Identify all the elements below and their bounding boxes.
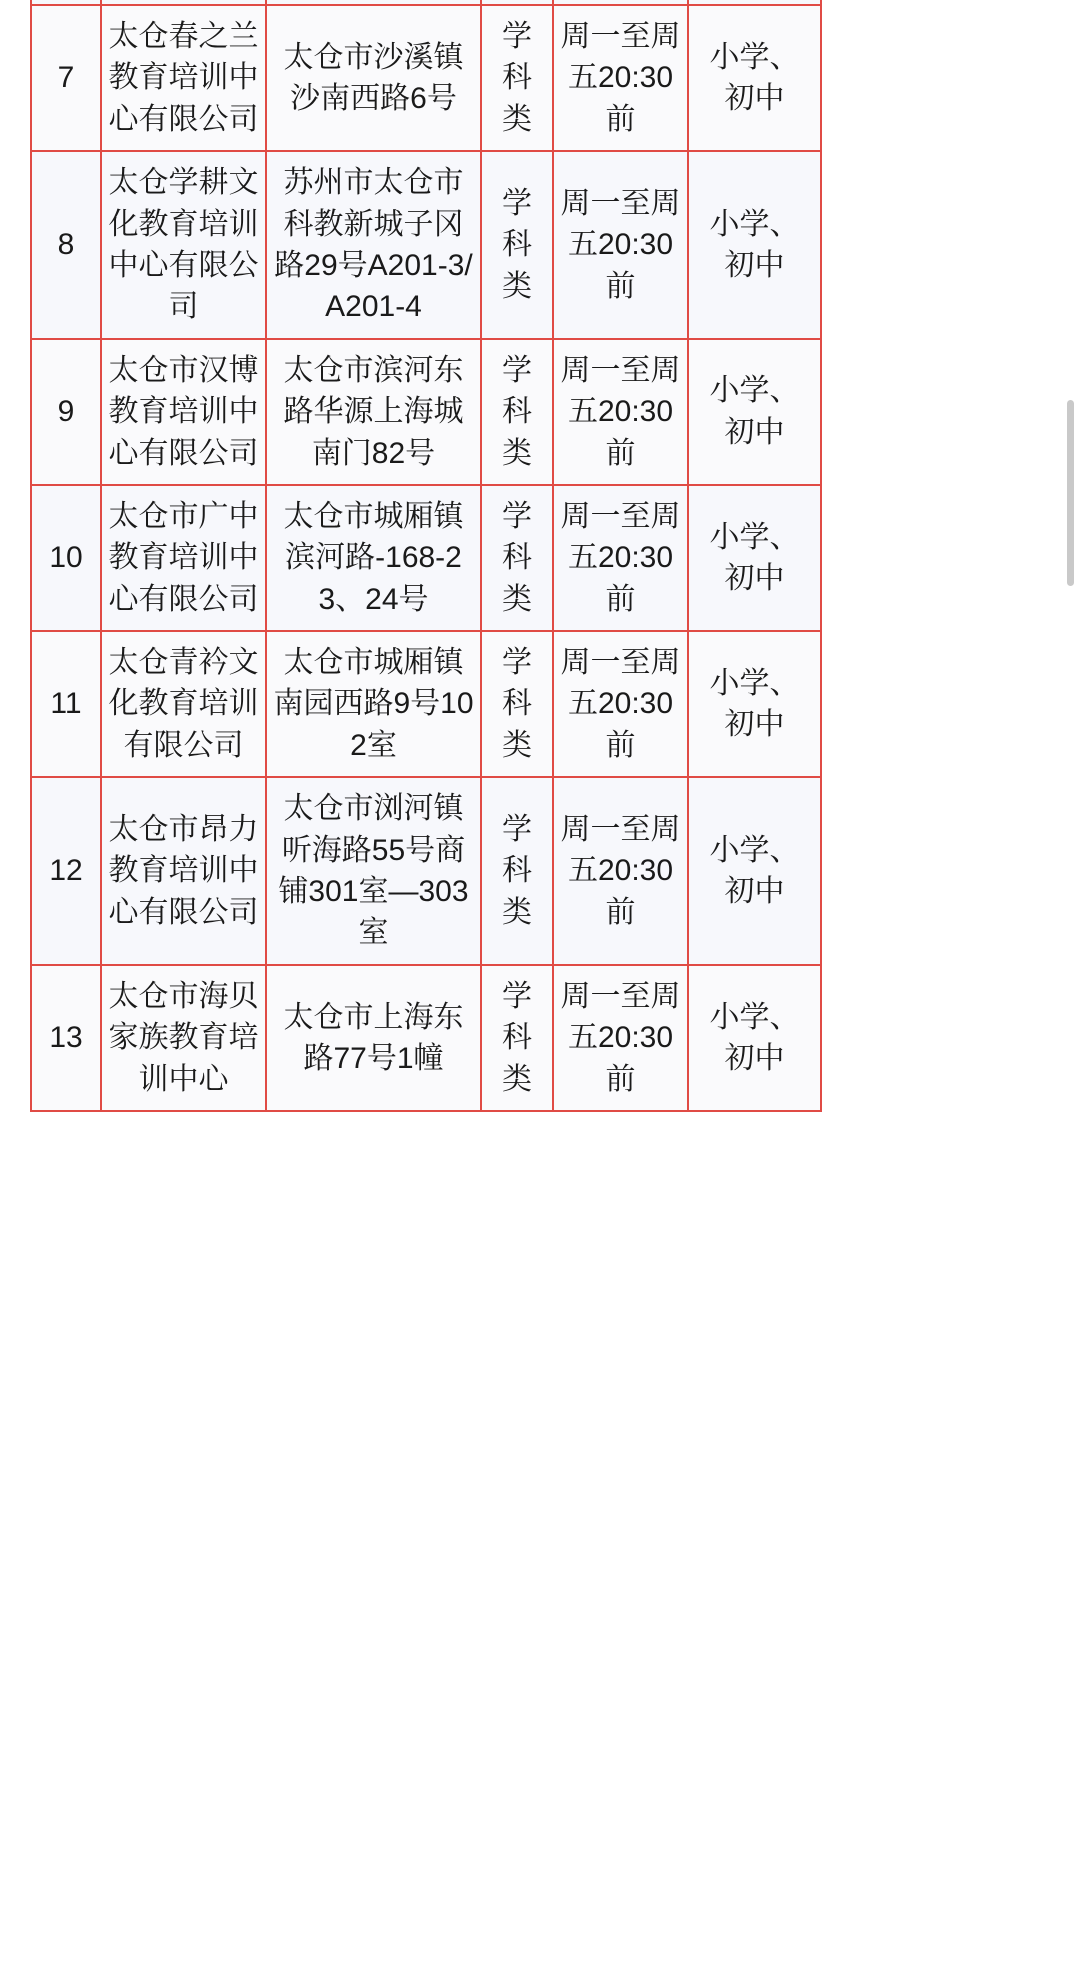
table-row — [31, 965, 821, 1111]
cell-category: 学科类 — [481, 965, 553, 1111]
cell-institution-name: 太仓春之兰教育培训中心有限公司 — [101, 5, 266, 151]
table-body — [31, 0, 821, 1111]
scrollbar-thumb[interactable] — [1067, 400, 1074, 586]
training-institutions-table-wrapper — [30, 0, 820, 1112]
cell-category: 学科类 — [481, 339, 553, 485]
training-institutions-table — [30, 0, 822, 1112]
cell-end-time: 周一至周五20:30前 — [553, 5, 688, 151]
cell-index: 13 — [31, 965, 101, 1111]
cell-category: 学科类 — [481, 631, 553, 777]
cell-stage: 小学、初中 — [688, 339, 821, 485]
cell-stage: 小学、初中 — [688, 965, 821, 1111]
cell-address: 太仓市上海东路77号1幢 — [266, 965, 481, 1111]
cell-end-time: 周一至周五20:30前 — [553, 151, 688, 339]
cell-index: 9 — [31, 339, 101, 485]
table-row — [31, 777, 821, 965]
table-row — [31, 631, 821, 777]
cell-category: 学科类 — [481, 5, 553, 151]
cell-stage: 小学、初中 — [688, 151, 821, 339]
cell-index: 7 — [31, 5, 101, 151]
cell-index: 11 — [31, 631, 101, 777]
table-row — [31, 339, 821, 485]
cell-institution-name: 太仓青衿文化教育培训有限公司 — [101, 631, 266, 777]
table-row — [31, 5, 821, 151]
cell-institution-name: 太仓市广中教育培训中心有限公司 — [101, 485, 266, 631]
cell-end-time: 周一至周五20:30前 — [553, 631, 688, 777]
cell-stage: 小学、初中 — [688, 777, 821, 965]
cell-institution-name: 太仓学耕文化教育培训中心有限公司 — [101, 151, 266, 339]
cell-index: 10 — [31, 485, 101, 631]
cell-institution-name: 太仓市昂力教育培训中心有限公司 — [101, 777, 266, 965]
table-row — [31, 485, 821, 631]
cell-end-time: 周一至周五20:30前 — [553, 965, 688, 1111]
cell-address: 太仓市浏河镇听海路55号商铺301室—303室 — [266, 777, 481, 965]
cell-institution-name: 太仓市汉博教育培训中心有限公司 — [101, 339, 266, 485]
cell-address: 太仓市城厢镇滨河路-168-23、24号 — [266, 485, 481, 631]
cell-end-time: 周一至周五20:30前 — [553, 777, 688, 965]
cell-address: 太仓市城厢镇南园西路9号102室 — [266, 631, 481, 777]
cell-category: 学科类 — [481, 485, 553, 631]
cell-category: 学科类 — [481, 151, 553, 339]
cell-address: 太仓市沙溪镇沙南西路6号 — [266, 5, 481, 151]
cell-stage: 小学、初中 — [688, 5, 821, 151]
cell-institution-name: 太仓市海贝家族教育培训中心 — [101, 965, 266, 1111]
cell-index: 8 — [31, 151, 101, 339]
table-row — [31, 151, 821, 339]
cell-end-time: 周一至周五20:30前 — [553, 485, 688, 631]
cell-index: 12 — [31, 777, 101, 965]
cell-stage: 小学、初中 — [688, 631, 821, 777]
cell-address: 苏州市太仓市科教新城子冈路29号A201-3/A201-4 — [266, 151, 481, 339]
page-scrollbar[interactable] — [1070, 0, 1077, 1988]
cell-address: 太仓市滨河东路华源上海城南门82号 — [266, 339, 481, 485]
cell-end-time: 周一至周五20:30前 — [553, 339, 688, 485]
cell-category: 学科类 — [481, 777, 553, 965]
cell-stage: 小学、初中 — [688, 485, 821, 631]
